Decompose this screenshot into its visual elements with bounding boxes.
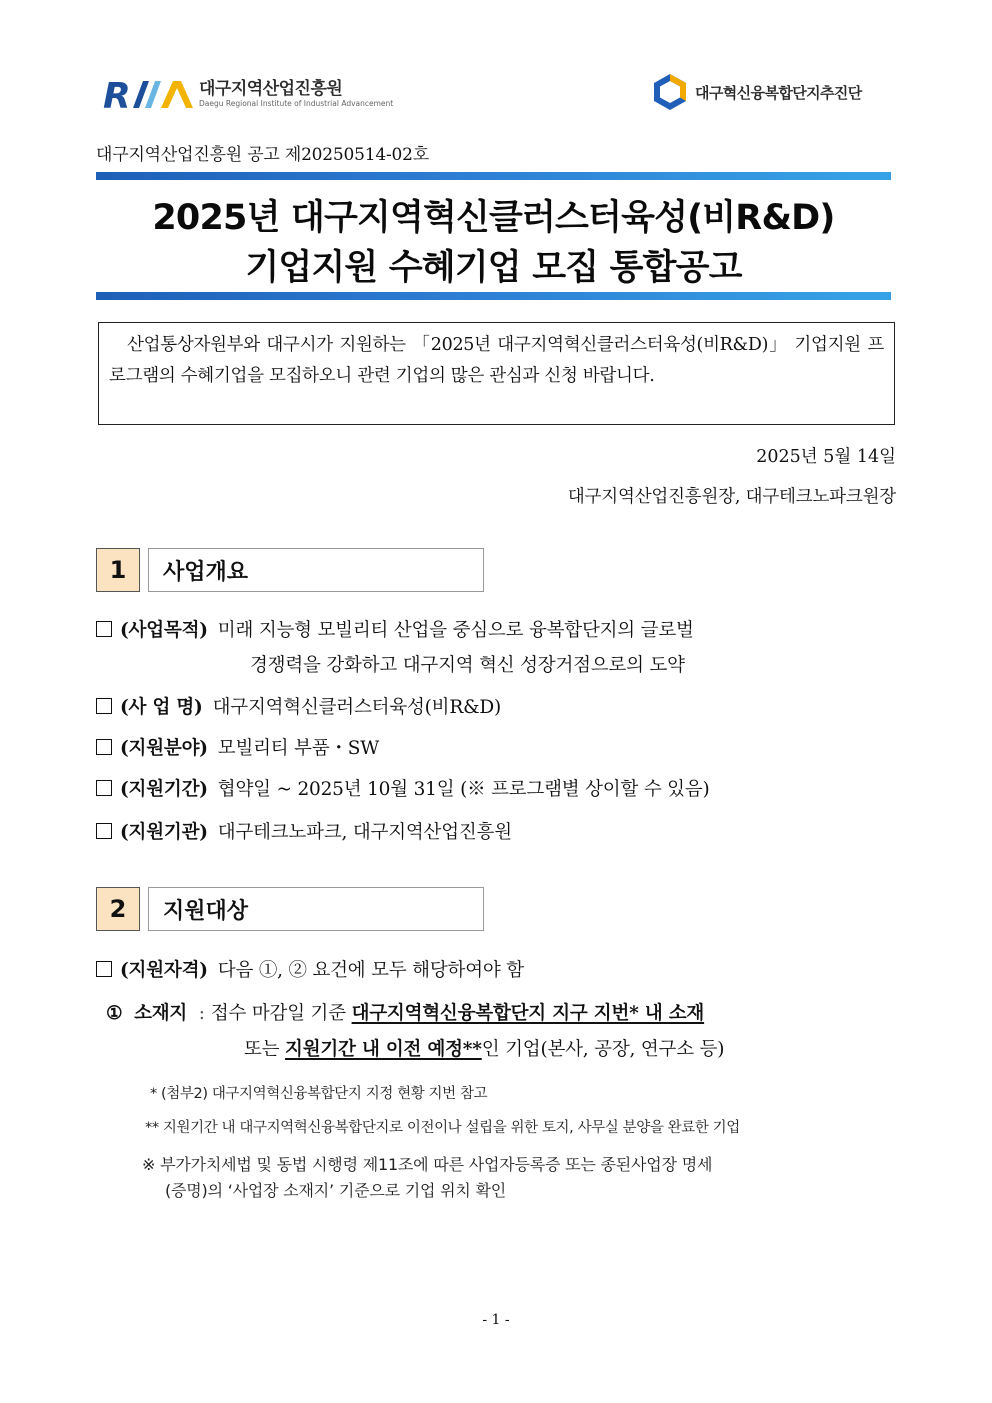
riia-org-name-en: Daegu Regional Institute of Industrial Advancement [199, 99, 394, 108]
svg-text:R: R [103, 77, 128, 111]
section-title: 지원대상 [148, 887, 484, 931]
item-text: 협약일 ~ 2025년 10월 31일 (※ 프로그램별 상이할 수 있음) [217, 779, 710, 800]
section-number: 1 [96, 548, 140, 592]
item-text: 미래 지능형 모빌리티 산업을 중심으로 융복합단지의 글로벌 [217, 620, 694, 641]
list-item-purpose-cont: 경쟁력을 강화하고 대구지역 혁신 성장거점으로의 도약 [250, 655, 685, 676]
list-item-project-name [96, 691, 896, 725]
section-title: 사업개요 [148, 548, 484, 592]
notice-number: 대구지역산업진흥원 공고 제20250514-02호 [96, 145, 429, 165]
footnote-2: ** 지원기간 내 대구지역혁신융복합단지로 이전이나 설립을 위한 토지, 사무실 분양을 완료한 기업 [145, 1120, 740, 1136]
hexagon-logo-icon [653, 73, 687, 111]
list-item-support-period [96, 773, 896, 807]
daegu-innovation-org-name: 대구혁신융복합단지추진단 [695, 83, 862, 102]
item-text: 다음 ①, ② 요건에 모두 해당하여야 함 [217, 960, 524, 981]
page-number: - 1 - [482, 1312, 510, 1328]
condition-text-e: 인 기업(본사, 공장, 연구소 등) [481, 1039, 725, 1060]
item-label: (사업목적) [120, 620, 208, 641]
checkbox-square-icon [96, 698, 112, 714]
list-item-purpose [96, 614, 896, 648]
checkbox-square-icon [96, 621, 112, 637]
condition-marker: ① [106, 1003, 123, 1024]
item-label: (지원분야) [120, 738, 208, 759]
list-item-support-field [96, 732, 896, 766]
section-number: 2 [96, 887, 140, 931]
condition-text-b: 대구지역혁신융복합단지 지구 지번* 내 소재 [351, 1003, 705, 1024]
checkbox-square-icon [96, 739, 112, 755]
intro-box: 산업통상자원부와 대구시가 지원하는 「2025년 대구지역혁신클러스터육성(비R&D)」 기업지원 프로그램의 수혜기업을 모집하오니 관련 기업의 많은 관심과 신청 바랍니다. [98, 322, 895, 425]
riia-logo-mark-icon [103, 77, 195, 111]
footnote-3-cont: (증명)의 ‘사업장 소재지’ 기준으로 기업 위치 확인 [165, 1181, 507, 1200]
title-top-bar [96, 172, 891, 180]
condition-label: 소재지 [134, 1003, 188, 1024]
list-item-qualification [96, 954, 896, 988]
condition-1-line-2 [244, 1033, 898, 1067]
item-label: (지원기관) [120, 822, 208, 843]
section-1-header [96, 548, 484, 592]
item-text: 대구지역혁신클러스터육성(비R&D) [212, 697, 501, 718]
checkbox-square-icon [96, 780, 112, 796]
item-text: 대구테크노파크, 대구지역산업진흥원 [217, 822, 512, 843]
item-label: (지원자격) [120, 960, 208, 981]
condition-text-d: 지원기간 내 이전 예정** [285, 1039, 482, 1060]
item-label: (사 업 명) [120, 697, 203, 718]
title-bottom-bar [96, 292, 891, 300]
item-text: 모빌리티 부품・SW [217, 738, 380, 759]
list-item-support-agency [96, 816, 896, 850]
riia-logo [103, 74, 393, 114]
notice-date: 2025년 5월 14일 [756, 447, 896, 467]
footnote-1: * (첨부2) 대구지역혁신융복합단지 지정 현황 지번 참고 [150, 1086, 488, 1102]
condition-text-a: 접수 마감일 기준 [210, 1003, 346, 1024]
page-title-line-2: 기업지원 수혜기업 모집 통합공고 [245, 248, 742, 288]
condition-separator: : [198, 1003, 205, 1024]
riia-org-name-kr: 대구지역산업진흥원 [199, 79, 343, 99]
page-title-line-1: 2025년 대구지역혁신클러스터육성(비R&D) [152, 198, 835, 238]
issuer: 대구지역산업진흥원장, 대구테크노파크원장 [567, 487, 896, 507]
item-label: (지원기간) [120, 779, 208, 800]
checkbox-square-icon [96, 823, 112, 839]
riia-logo-text [199, 79, 393, 109]
daegu-innovation-logo [653, 72, 862, 112]
condition-text-c: 또는 [244, 1039, 280, 1060]
checkbox-square-icon [96, 961, 112, 977]
section-2-header [96, 887, 484, 931]
footnote-3: ※ 부가가치세법 및 동법 시행령 제11조에 따른 사업자등록증 또는 종된사업장 명세 [142, 1155, 713, 1174]
condition-1-line-1 [106, 997, 898, 1031]
